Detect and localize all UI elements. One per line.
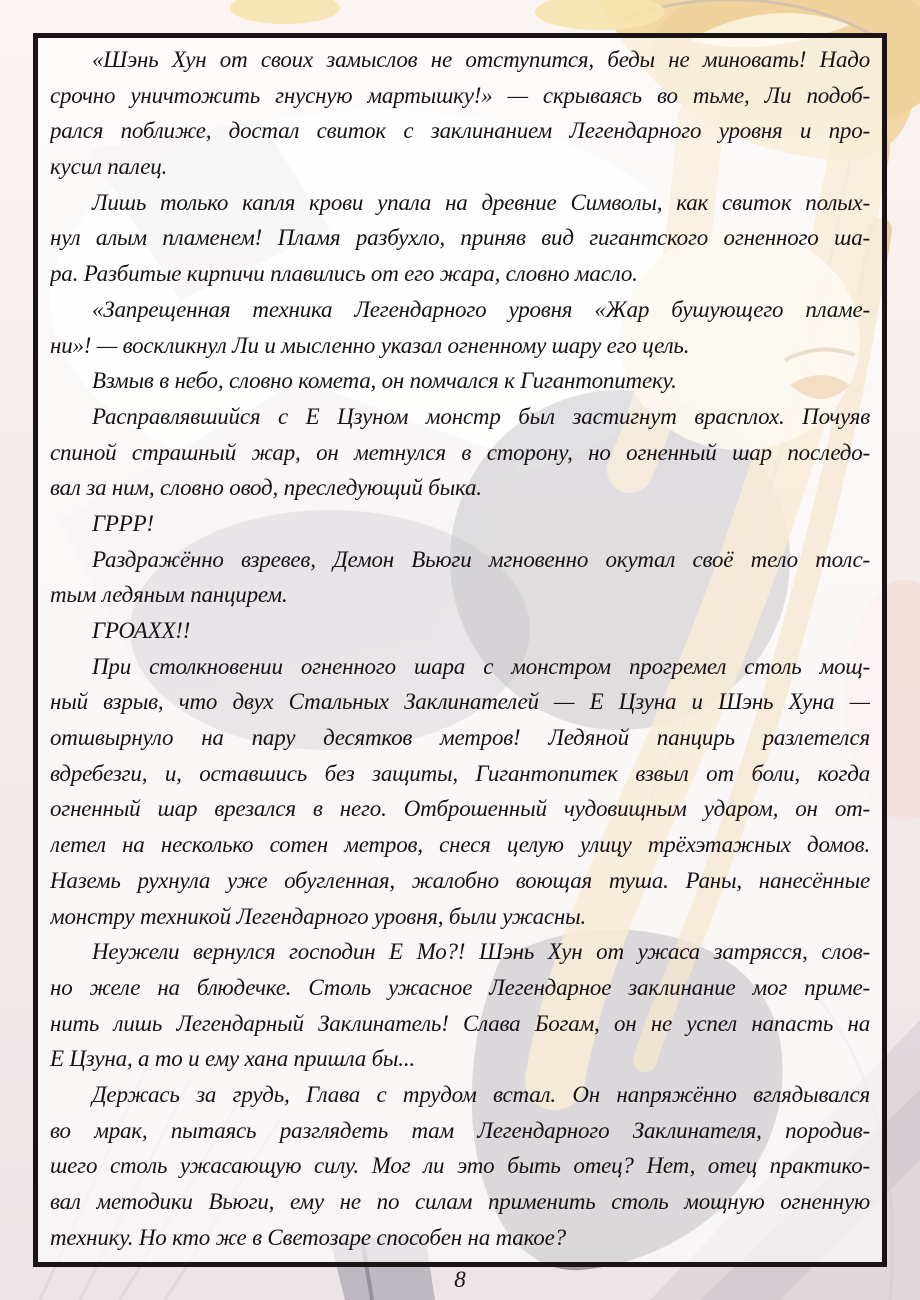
text-line: срочно уничтожить гнусную мартышку!» — скрываясь во тьме, Ли подоб- xyxy=(50,82,870,108)
paragraph xyxy=(50,613,870,649)
text-line: нить лишь Легендарный Заклинатель! Слава Богам, он не успел напасть на xyxy=(50,1010,870,1036)
text-line: Лишь только капля крови упала на древние Символы, как свиток полых- xyxy=(92,189,870,215)
text-line: Держась за грудь, Глава с трудом встал. Он напряжённо вглядывался xyxy=(92,1081,870,1107)
text-line: но желе на блюдечке. Столь ужасное Легендарное заклинание мог приме- xyxy=(50,974,870,1000)
paragraph xyxy=(50,506,870,542)
text-line: Е Цзуна, а то и ему хана пришла бы... xyxy=(50,1046,415,1072)
text-line: технику. Но кто же в Светозаре способен на такое? xyxy=(50,1224,566,1250)
text-line: ГРОАХХ!! xyxy=(92,618,191,643)
text-line: тым ледяным панцирем. xyxy=(50,582,288,608)
text-line: кусил палец. xyxy=(50,154,168,180)
paragraph xyxy=(50,934,870,1077)
text-line: монстру техникой Легендарного уровня, были ужасны. xyxy=(50,903,587,929)
text-line: огненный шар врезался в него. Отброшенный чудовищным ударом, он от- xyxy=(50,796,870,822)
text-line: вал за ним, словно овод, преследующий быка. xyxy=(50,475,482,501)
paragraph xyxy=(50,649,870,935)
paragraph xyxy=(50,542,870,613)
page-number: 8 xyxy=(454,1267,466,1292)
story-text xyxy=(50,42,870,1260)
paragraph xyxy=(50,1077,870,1255)
text-line: летел на несколько сотен метров, снеся целую улицу трёхэтажных домов. xyxy=(50,832,870,858)
text-line: отшвырнуло на пару десятков метров! Ледяной панцирь разлетелся xyxy=(50,725,870,751)
text-line: Наземь рухнула уже обугленная, жалобно воющая туша. Раны, нанесённые xyxy=(50,867,870,893)
text-line: шего столь ужасающую силу. Мог ли это быть отец? Нет, отец практико- xyxy=(50,1153,870,1179)
text-line: спиной страшный жар, он метнулся в сторону, но огненный шар последо- xyxy=(50,439,870,465)
text-line: При столкновении огненного шара с монстром прогремел столь мощ- xyxy=(92,653,870,679)
text-line: ный взрыв, что двух Стальных Заклинателей — Е Цзуна и Шэнь Хуна — xyxy=(50,689,870,715)
text-line: ГРРР! xyxy=(92,510,154,536)
text-line: Раздражённо взревев, Демон Вьюги мгновенно окутал своё тело толс- xyxy=(92,546,870,572)
text-line: вал методики Вьюги, ему не по силам применить столь мощную огненную xyxy=(50,1189,870,1214)
text-line: рался поближе, достал свиток с заклинанием Легендарного уровня и про- xyxy=(50,118,870,144)
text-line: во мрак, пытаясь разглядеть там Легендарного Заклинателя, породив- xyxy=(50,1117,870,1143)
text-line: вдребезги, и, оставшись без защиты, Гигантопитек взвыл от боли, когда xyxy=(50,760,870,786)
text-line: Взмыв в небо, словно комета, он помчался к Гигантопитеку. xyxy=(92,368,677,394)
paragraph xyxy=(50,42,870,185)
paragraph xyxy=(50,399,870,506)
paragraph xyxy=(50,363,870,399)
text-line: «Запрещенная техника Легендарного уровня «Жар бушующего пламе- xyxy=(92,296,870,322)
text-line: «Шэнь Хун от своих замыслов не отступится, беды не миновать! Надо xyxy=(92,47,870,72)
paragraph xyxy=(50,185,870,292)
text-line: Неужели вернулся господин Е Мо?! Шэнь Хун от ужаса затрясся, слов- xyxy=(92,939,870,965)
text-line: нул алым пламенем! Пламя разбухло, приняв вид гигантского огненного ша- xyxy=(50,225,870,251)
text-line: ра. Разбитые кирпичи плавились от его жара, словно масло. xyxy=(50,261,638,287)
text-line: Расправлявшийся с Е Цзуном монстр был застигнут врасплох. Почуяв xyxy=(92,403,870,429)
text-frame xyxy=(33,33,887,1267)
paragraph xyxy=(50,292,870,363)
text-line: ни»! — воскликнул Ли и мысленно указал огненному шару его цель. xyxy=(50,332,690,358)
